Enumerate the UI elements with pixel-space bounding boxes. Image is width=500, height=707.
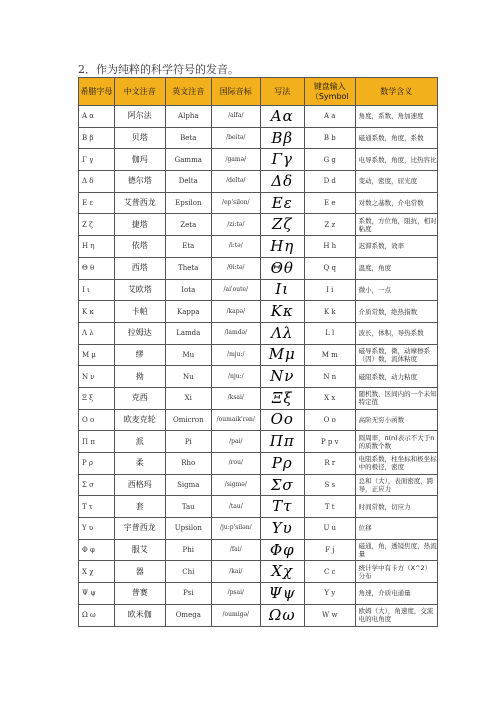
meaning-cell: 总和（大），表面密度，跨导，正应力 bbox=[355, 474, 437, 496]
handwriting-cell bbox=[260, 171, 304, 193]
table-row bbox=[79, 192, 438, 214]
section-heading: 2．作为纯粹的科学符号的发音。 bbox=[78, 63, 239, 76]
table-row bbox=[79, 149, 438, 171]
handwriting-cell bbox=[260, 518, 304, 540]
handwritten-glyph: Γγ bbox=[271, 150, 293, 169]
handwritten-glyph: Ωω bbox=[268, 605, 296, 624]
ipa-cell: /sigmə/ bbox=[212, 474, 261, 496]
english-name-cell: Upsilon bbox=[165, 518, 211, 540]
english-name-cell: Psi bbox=[165, 583, 211, 605]
table-row bbox=[79, 279, 438, 301]
handwriting-cell bbox=[260, 539, 304, 561]
greek-letter-cell: Σ σ bbox=[79, 474, 115, 496]
ipa-cell: /psai/ bbox=[212, 583, 261, 605]
greek-letter-cell: Χ χ bbox=[79, 561, 115, 583]
keyboard-input-cell: R r bbox=[304, 453, 355, 475]
ipa-cell: /θi:tə/ bbox=[212, 257, 261, 279]
ipa-cell: /tau/ bbox=[212, 496, 261, 518]
ipa-cell: /beitə/ bbox=[212, 127, 261, 149]
english-name-cell: Rho bbox=[165, 453, 211, 475]
handwritten-glyph: Λλ bbox=[271, 323, 294, 342]
greek-letter-cell: Δ δ bbox=[79, 171, 115, 193]
handwritten-glyph: Ττ bbox=[272, 497, 293, 516]
chinese-name-cell: 西格玛 bbox=[114, 474, 165, 496]
ipa-cell: /zi:tə/ bbox=[212, 214, 261, 236]
greek-letter-cell: Υ υ bbox=[79, 518, 115, 540]
greek-letter-cell: Ο ο bbox=[79, 409, 115, 431]
keyboard-input-cell: W w bbox=[304, 604, 355, 626]
keyboard-input-cell: X x bbox=[304, 387, 355, 409]
chinese-name-cell: 套 bbox=[114, 496, 165, 518]
english-name-cell: Kappa bbox=[165, 301, 211, 323]
meaning-cell: 圆周率，π(n)表示不大于n的质数个数 bbox=[355, 431, 437, 453]
greek-letter-cell: Β β bbox=[79, 127, 115, 149]
english-name-cell: Nu bbox=[165, 366, 211, 388]
chinese-name-cell: 拉姆达 bbox=[114, 322, 165, 344]
ipa-cell: /nju:/ bbox=[212, 366, 261, 388]
handwritten-glyph: Δδ bbox=[271, 171, 294, 190]
english-name-cell: Epsilon bbox=[165, 192, 211, 214]
handwriting-cell bbox=[260, 366, 304, 388]
english-name-cell: Phi bbox=[165, 539, 211, 561]
chinese-name-cell: 伽玛 bbox=[114, 149, 165, 171]
keyboard-input-cell: H h bbox=[304, 236, 355, 258]
meaning-cell: 随机数，区间内的一个未知特定值 bbox=[355, 387, 437, 409]
ipa-cell: /mju:/ bbox=[212, 344, 261, 366]
chinese-name-cell: 捷塔 bbox=[114, 214, 165, 236]
header-ipa: 国际音标 bbox=[212, 78, 261, 106]
english-name-cell: Omega bbox=[165, 604, 211, 626]
handwritten-glyph: Ρρ bbox=[271, 453, 293, 472]
greek-letter-cell: Θ θ bbox=[79, 257, 115, 279]
table-row bbox=[79, 539, 438, 561]
handwriting-cell bbox=[260, 236, 304, 258]
table-row bbox=[79, 604, 438, 626]
meaning-cell: 位移 bbox=[355, 518, 437, 540]
table-row bbox=[79, 583, 438, 605]
chinese-name-cell: 艾普西龙 bbox=[114, 192, 165, 214]
meaning-cell: 波长，体积，导热系数 bbox=[355, 322, 437, 344]
table-row bbox=[79, 496, 438, 518]
keyboard-input-cell: U u bbox=[304, 518, 355, 540]
keyboard-input-cell: E e bbox=[304, 192, 355, 214]
meaning-cell: 欧姆（大），角速度，交流电的电角度 bbox=[355, 604, 437, 626]
keyboard-input-cell: A a bbox=[304, 106, 355, 128]
handwritten-glyph: Οο bbox=[270, 410, 294, 429]
handwriting-cell bbox=[260, 583, 304, 605]
ipa-cell: /oumigə/ bbox=[212, 604, 261, 626]
table-row bbox=[79, 431, 438, 453]
handwritten-glyph: Ππ bbox=[269, 432, 295, 451]
handwritten-glyph: Θθ bbox=[270, 258, 294, 277]
keyboard-input-cell: Q q bbox=[304, 257, 355, 279]
table-header-row bbox=[79, 78, 438, 106]
handwriting-cell bbox=[260, 149, 304, 171]
chinese-name-cell: 服艾 bbox=[114, 539, 165, 561]
meaning-cell: 磁通，角，透镜焦度，热流量 bbox=[355, 539, 437, 561]
handwriting-cell bbox=[260, 409, 304, 431]
header-chinese-pronunciation: 中文注音 bbox=[114, 78, 165, 106]
meaning-cell: 温度，角度 bbox=[355, 257, 437, 279]
ipa-cell: /lamdə/ bbox=[212, 322, 261, 344]
handwritten-glyph: Μμ bbox=[268, 345, 296, 364]
chinese-name-cell: 克西 bbox=[114, 387, 165, 409]
chinese-name-cell: 德尔塔 bbox=[114, 171, 165, 193]
chinese-name-cell: 器 bbox=[114, 561, 165, 583]
meaning-cell: 微小，一点 bbox=[355, 279, 437, 301]
chinese-name-cell: 卡帕 bbox=[114, 301, 165, 323]
english-name-cell: Alpha bbox=[165, 106, 211, 128]
ipa-cell: /gamə/ bbox=[212, 149, 261, 171]
handwritten-glyph: Σσ bbox=[270, 475, 294, 494]
table-row bbox=[79, 322, 438, 344]
english-name-cell: Omicron bbox=[165, 409, 211, 431]
keyboard-input-cell: T t bbox=[304, 496, 355, 518]
ipa-cell: /rou/ bbox=[212, 453, 261, 475]
english-name-cell: Sigma bbox=[165, 474, 211, 496]
greek-letter-cell: Ρ ρ bbox=[79, 453, 115, 475]
keyboard-input-cell: B b bbox=[304, 127, 355, 149]
ipa-cell: /oumaik'rən/ bbox=[212, 409, 261, 431]
chinese-name-cell: 欧麦克轮 bbox=[114, 409, 165, 431]
english-name-cell: Theta bbox=[165, 257, 211, 279]
keyboard-input-cell: F j bbox=[304, 539, 355, 561]
greek-letter-cell: Ω ω bbox=[79, 604, 115, 626]
table-row bbox=[79, 214, 438, 236]
handwriting-cell bbox=[260, 106, 304, 128]
chinese-name-cell: 艾欧塔 bbox=[114, 279, 165, 301]
table-row bbox=[79, 518, 438, 540]
chinese-name-cell: 宇普西龙 bbox=[114, 518, 165, 540]
chinese-name-cell: 拗 bbox=[114, 366, 165, 388]
meaning-cell: 磁导系数，微，动摩擦系（因）数，流体粘度 bbox=[355, 344, 437, 366]
greek-letter-cell: Κ κ bbox=[79, 301, 115, 323]
handwriting-cell bbox=[260, 453, 304, 475]
meaning-cell: 电阻系数，柱坐标和极坐标中的极径，密度 bbox=[355, 453, 437, 475]
meaning-cell: 时间常数，切应力 bbox=[355, 496, 437, 518]
english-name-cell: Xi bbox=[165, 387, 211, 409]
handwritten-glyph: Χχ bbox=[271, 562, 294, 581]
handwritten-glyph: Κκ bbox=[270, 302, 294, 321]
table-row bbox=[79, 257, 438, 279]
meaning-cell: 磁阻系数，动力粘度 bbox=[355, 366, 437, 388]
keyboard-input-cell: M m bbox=[304, 344, 355, 366]
english-name-cell: Tau bbox=[165, 496, 211, 518]
greek-letter-cell: Ξ ξ bbox=[79, 387, 115, 409]
english-name-cell: Gamma bbox=[165, 149, 211, 171]
handwriting-cell bbox=[260, 192, 304, 214]
english-name-cell: Mu bbox=[165, 344, 211, 366]
meaning-cell: 变动，密度，屈光度 bbox=[355, 171, 437, 193]
handwriting-cell bbox=[260, 301, 304, 323]
handwritten-glyph: Ιι bbox=[275, 280, 290, 299]
keyboard-input-cell: G g bbox=[304, 149, 355, 171]
keyboard-input-cell: Z z bbox=[304, 214, 355, 236]
table-row bbox=[79, 301, 438, 323]
chinese-name-cell: 西塔 bbox=[114, 257, 165, 279]
greek-letter-cell: Π π bbox=[79, 431, 115, 453]
handwriting-cell bbox=[260, 496, 304, 518]
ipa-cell: /ai'oute/ bbox=[212, 279, 261, 301]
english-name-cell: Chi bbox=[165, 561, 211, 583]
table-row bbox=[79, 474, 438, 496]
ipa-cell: /kapə/ bbox=[212, 301, 261, 323]
handwritten-glyph: Εε bbox=[271, 193, 293, 212]
meaning-cell: 高阶无穷小函数 bbox=[355, 409, 437, 431]
header-english-pronunciation: 英文注音 bbox=[165, 78, 211, 106]
english-name-cell: Eta bbox=[165, 236, 211, 258]
ipa-cell: /fai/ bbox=[212, 539, 261, 561]
ipa-cell: /deltə/ bbox=[212, 171, 261, 193]
ipa-cell: /pai/ bbox=[212, 431, 261, 453]
handwritten-glyph: Ζζ bbox=[271, 215, 293, 234]
keyboard-input-cell: D d bbox=[304, 171, 355, 193]
meaning-cell: 电导系数，角度，比热容比 bbox=[355, 149, 437, 171]
keyboard-input-cell: N n bbox=[304, 366, 355, 388]
handwritten-glyph: Υυ bbox=[271, 518, 293, 537]
table-row bbox=[79, 171, 438, 193]
table-row bbox=[79, 453, 438, 475]
handwriting-cell bbox=[260, 322, 304, 344]
header-keyboard-input: 键盘输入（Symbol bbox=[304, 78, 355, 106]
ipa-cell: /ksai/ bbox=[212, 387, 261, 409]
chinese-name-cell: 柔 bbox=[114, 453, 165, 475]
table-row bbox=[79, 106, 438, 128]
greek-letter-cell: Η η bbox=[79, 236, 115, 258]
header-math-meaning: 数学含义 bbox=[355, 78, 437, 106]
chinese-name-cell: 阿尔法 bbox=[114, 106, 165, 128]
meaning-cell: 角度，系数，角加速度 bbox=[355, 106, 437, 128]
chinese-name-cell: 普赛 bbox=[114, 583, 165, 605]
meaning-cell: 介质常数，绝热指数 bbox=[355, 301, 437, 323]
table-row bbox=[79, 387, 438, 409]
meaning-cell: 对数之基数，介电常数 bbox=[355, 192, 437, 214]
handwriting-cell bbox=[260, 604, 304, 626]
keyboard-input-cell: K k bbox=[304, 301, 355, 323]
handwriting-cell bbox=[260, 257, 304, 279]
greek-letter-cell: Ν ν bbox=[79, 366, 115, 388]
header-writing: 写法 bbox=[260, 78, 304, 106]
keyboard-input-cell: Y y bbox=[304, 583, 355, 605]
table-row bbox=[79, 409, 438, 431]
meaning-cell: 磁通系数，角度，系数 bbox=[355, 127, 437, 149]
chinese-name-cell: 欧米伽 bbox=[114, 604, 165, 626]
handwritten-glyph: Ηη bbox=[270, 236, 295, 255]
keyboard-input-cell: S s bbox=[304, 474, 355, 496]
keyboard-input-cell: I i bbox=[304, 279, 355, 301]
handwriting-cell bbox=[260, 387, 304, 409]
greek-letter-cell: Α α bbox=[79, 106, 115, 128]
greek-letter-cell: Μ μ bbox=[79, 344, 115, 366]
table-row bbox=[79, 236, 438, 258]
keyboard-input-cell: L l bbox=[304, 322, 355, 344]
ipa-cell: /i:tə/ bbox=[212, 236, 261, 258]
english-name-cell: Delta bbox=[165, 171, 211, 193]
handwritten-glyph: Bβ bbox=[271, 128, 294, 147]
meaning-cell: 迟滞系数，效率 bbox=[355, 236, 437, 258]
greek-letter-cell: Ε ε bbox=[79, 192, 115, 214]
chinese-name-cell: 贝塔 bbox=[114, 127, 165, 149]
meaning-cell: 角速，介质电通量 bbox=[355, 583, 437, 605]
english-name-cell: Zeta bbox=[165, 214, 211, 236]
handwritten-glyph: Φφ bbox=[269, 540, 295, 559]
chinese-name-cell: 派 bbox=[114, 431, 165, 453]
keyboard-input-cell: P p v bbox=[304, 431, 355, 453]
greek-letter-cell: Γ γ bbox=[79, 149, 115, 171]
greek-letter-cell: Ι ι bbox=[79, 279, 115, 301]
handwritten-glyph: Ψψ bbox=[268, 583, 296, 602]
table-row bbox=[79, 127, 438, 149]
greek-letter-cell: Λ λ bbox=[79, 322, 115, 344]
english-name-cell: Lamda bbox=[165, 322, 211, 344]
greek-letter-cell: Ψ ψ bbox=[79, 583, 115, 605]
english-name-cell: Iota bbox=[165, 279, 211, 301]
handwriting-cell bbox=[260, 431, 304, 453]
chinese-name-cell: 依塔 bbox=[114, 236, 165, 258]
ipa-cell: /ju:p'silən/ bbox=[212, 518, 261, 540]
handwritten-glyph: Ξξ bbox=[271, 388, 293, 407]
ipa-cell: /kai/ bbox=[212, 561, 261, 583]
keyboard-input-cell: C c bbox=[304, 561, 355, 583]
table-row bbox=[79, 561, 438, 583]
handwriting-cell bbox=[260, 214, 304, 236]
handwriting-cell bbox=[260, 127, 304, 149]
handwriting-cell bbox=[260, 344, 304, 366]
table-row bbox=[79, 344, 438, 366]
handwritten-glyph: Νν bbox=[270, 367, 295, 386]
english-name-cell: Pi bbox=[165, 431, 211, 453]
greek-letter-cell: Φ φ bbox=[79, 539, 115, 561]
greek-letter-cell: Τ τ bbox=[79, 496, 115, 518]
meaning-cell: 系数，方位角，阻抗，相对粘度 bbox=[355, 214, 437, 236]
greek-letter-table bbox=[78, 77, 438, 627]
meaning-cell: 统计学中有卡方（X^2）分布 bbox=[355, 561, 437, 583]
keyboard-input-cell: O o bbox=[304, 409, 355, 431]
greek-letter-cell: Ζ ζ bbox=[79, 214, 115, 236]
chinese-name-cell: 缪 bbox=[114, 344, 165, 366]
table-row bbox=[79, 366, 438, 388]
english-name-cell: Beta bbox=[165, 127, 211, 149]
handwriting-cell bbox=[260, 474, 304, 496]
handwritten-glyph: Aα bbox=[270, 106, 294, 125]
header-greek-letter: 希腊字母 bbox=[79, 78, 115, 106]
handwriting-cell bbox=[260, 561, 304, 583]
ipa-cell: /alfa/ bbox=[212, 106, 261, 128]
ipa-cell: /ep'silon/ bbox=[212, 192, 261, 214]
handwriting-cell bbox=[260, 279, 304, 301]
